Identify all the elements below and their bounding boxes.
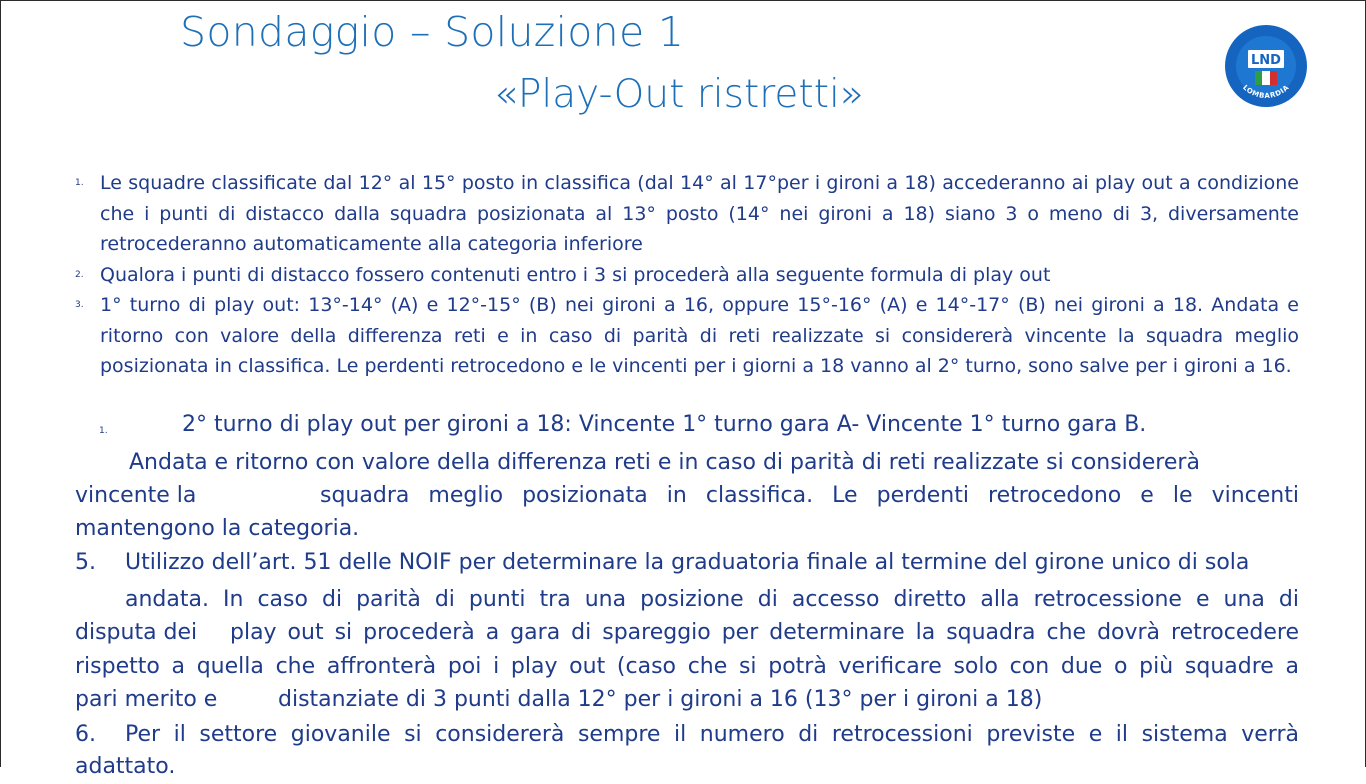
list-item — [75, 290, 1299, 382]
list-item-text: Qualora i punti di distacco fossero contenuti entro i 3 si procederà alla seguente formula di play out — [100, 263, 1051, 286]
rules-list — [75, 168, 1299, 382]
sub-list-text: 2° turno di play out per gironi a 18: Vincente 1° turno gara A- Vincente 1° turno gara B. — [182, 412, 1147, 437]
list-item — [75, 168, 1299, 260]
item5-line2: andata. In caso di parità di punti tra una posizione di accesso diretto alla retrocessione e una di — [125, 587, 1299, 612]
list-item — [75, 260, 1299, 291]
para4-line2: vincente la squadra meglio posizionata in classifica. Le perdenti retrocedono e le vincenti — [75, 483, 1299, 508]
item5-number: 5. — [75, 550, 96, 575]
list-item-text: Le squadre classificate dal 12° al 15° posto in classifica (dal 14° al 17°per i gironi a 18) accederanno ai play out a condizione che i punti di distacco dalla squadra posizionata al 13° posto (14° nei gironi a 18) siano 3 o meno di 3, diversamente retrocederanno automaticamente alla categoria inferiore — [100, 172, 1299, 255]
para4-line1: Andata e ritorno con valore della differenza reti e in caso di parità di reti realizzate si considererà — [129, 450, 1200, 475]
item5-line4: rispetto a quella che affronterà poi i play out (caso che si potrà verificare solo con due o più squadre a — [75, 654, 1299, 679]
item5-line3: disputa dei play out si procederà a gara di spareggio per determinare la squadra che dovrà retrocedere — [75, 620, 1299, 645]
lnd-lombardia-logo — [1222, 24, 1310, 108]
sub-list-number: 1. — [99, 426, 108, 436]
slide-title: Sondaggio – Soluzione 1 — [180, 8, 685, 56]
slide-subtitle: «Play-Out ristretti» — [494, 72, 864, 117]
item5-line5: pari merito e distanziate di 3 punti dalla 12° per i gironi a 16 (13° per i gironi a 18) — [75, 687, 1043, 712]
logo-main-text: LND — [1251, 53, 1281, 68]
item6-line2: adattato. — [75, 754, 176, 779]
item6-line1: 6. Per il settore giovanile si considererà sempre il numero di retrocessioni previste e il sistema verrà — [75, 718, 1299, 752]
item6-number: 6. — [75, 722, 96, 747]
list-number: 2. — [75, 269, 84, 280]
list-number: 3. — [75, 300, 84, 310]
logo-ring-text: LOMBARDIA — [1241, 83, 1291, 101]
list-number: 1. — [75, 178, 84, 188]
para4-line3: mantengono la categoria. — [75, 516, 360, 541]
item5-line1: 5. Utilizzo dell’art. 51 delle NOIF per determinare la graduatoria finale al termine del girone unico di sola — [75, 546, 1299, 580]
list-item-text: 1° turno di play out: 13°-14° (A) e 12°-15° (B) nei gironi a 16, oppure 15°-16° (A) e 14°-17° (B) nei gironi a 18. Andata e ritorno con valore della differenza reti e in caso di parità di reti realizzate si considererà vincente la squadra meglio posizionata in classifica. Le perdenti retrocedono e le vincenti per i giorni a 18 vanno al 2° turno, sono salve per i gironi a 16. — [100, 294, 1299, 377]
